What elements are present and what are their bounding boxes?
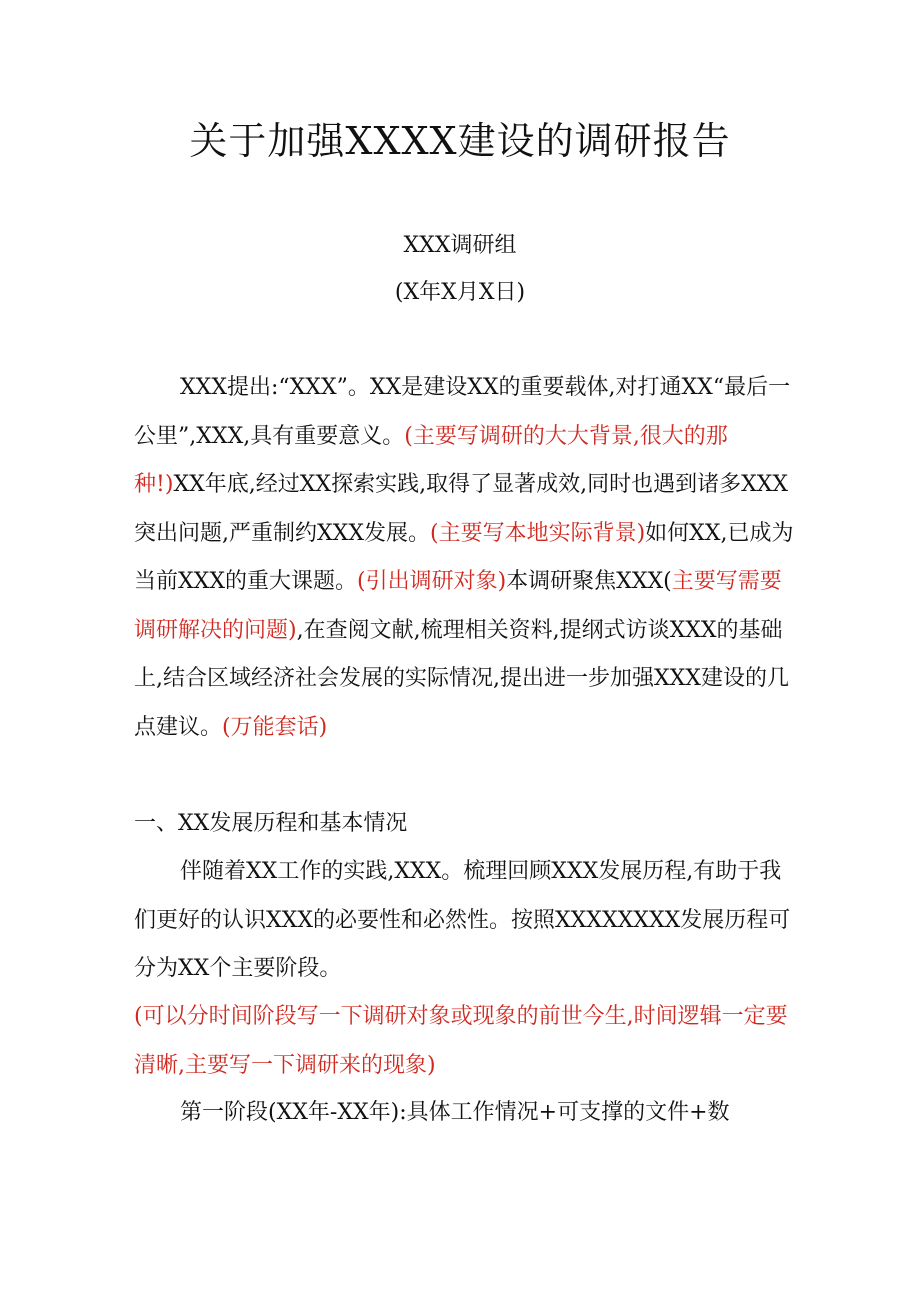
section-heading: 一、XX发展历程和基本情况 [134,811,408,836]
report-date: (X年X月X日) [394,280,526,305]
intro-segment: 本调研聚焦XXX( [506,569,672,594]
intro-note: (主要写本地实际背景) [429,520,646,546]
intro-note: (万能套话) [222,714,328,740]
intro-note: (引出调研对象) [357,569,507,594]
intro-note: 主要写需要调研解决的问题) [134,569,782,643]
intro-segment: 如何XX,已成为当前XXX的重大课题。 [134,520,794,594]
intro-note: (主要写调研的大大背景,很大的那种!) [134,423,728,497]
intro-segment: XXX提出:“XXX”。XX是建设XX的重要载体,对打通XX“最后一公里”,XXX,具有重要意义。 [134,375,791,449]
history-note: (可以分时间阶段写一下调研对象或现象的前世今生,时间逻辑一定要清晰,主要写一下调研来的现象) [134,1004,788,1078]
document-title: 关于加强XXXX建设的调研报告 [189,119,731,163]
research-group: XXX调研组 [403,233,517,258]
history-paragraph: 伴随着XX工作的实践,XXX。梳理回顾XXX发展历程,有助于我们更好的认识XXX的必要性和必然性。按照XXXXXXXX发展历程可分为XX个主要阶段。 [134,859,791,981]
intro-segment: ,在查阅文献,梳理相关资料,提纲式访谈XXX的基础上,结合区域经济社会发展的实际情况,提出进一步加强XXX建设的几点建议。 [134,617,789,740]
intro-segment: XX年底,经过XX探索实践,取得了显著成效,同时也遇到诸多XXX突出问题,严重制约XXX发展。 [134,472,789,546]
intro-paragraph [134,364,794,752]
stage-one-paragraph: 第一阶段(XX年-XX年):具体工作情况+可支撑的文件+数 [180,1100,730,1125]
